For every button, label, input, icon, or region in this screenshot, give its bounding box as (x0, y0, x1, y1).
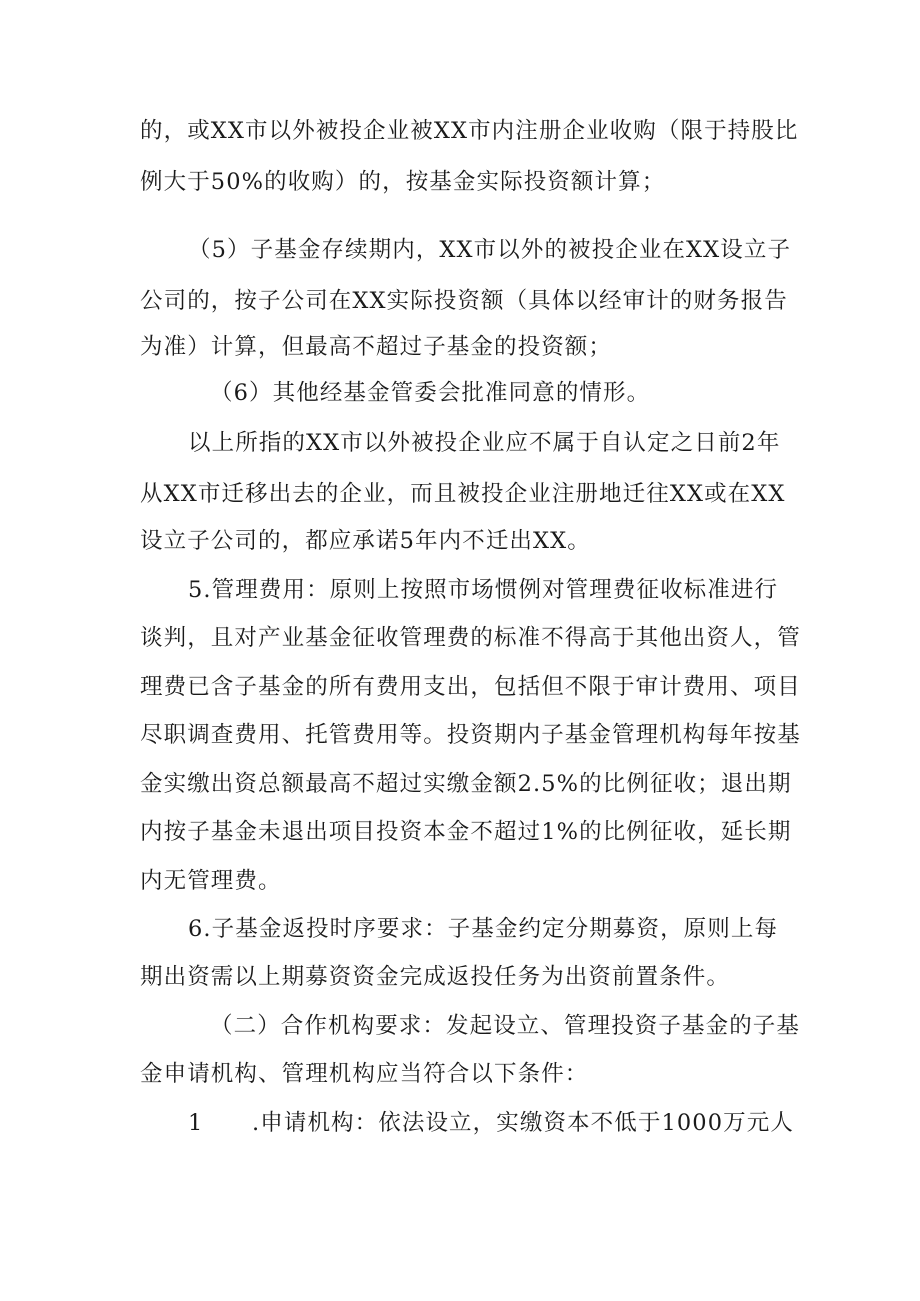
text-line: （二）合作机构要求：发起设立、管理投资子基金的子基 (210, 1013, 801, 1039)
text-line: 金申请机构、管理机构应当符合以下条件： (140, 1061, 589, 1087)
text-line: 尽职调查费用、托管费用等。投资期内子基金管理机构每年按基 (140, 722, 801, 748)
text-line: 以上所指的XX市以外被投企业应不属于自认定之日前2年 (188, 430, 781, 456)
text-line: 设立子公司的，都应承诺5年内不迁出XX。 (140, 528, 591, 554)
text-line: 5.管理费用：原则上按照市场惯例对管理费征收标准进行 (188, 577, 779, 603)
text-line: （5）子基金存续期内，XX市以外的被投企业在XX设立子 (188, 237, 792, 263)
list-number: 1 (188, 1110, 204, 1136)
text-line: 例大于50%的收购）的，按基金实际投资额计算； (140, 169, 666, 195)
text-line: 内无管理费。 (140, 868, 282, 894)
text-line: 为准）计算，但最高不超过子基金的投资额； (140, 334, 613, 360)
text-line: 期出资需以上期募资资金完成返投任务为出资前置条件。 (140, 964, 731, 990)
text-line: 的，或XX市以外被投企业被XX市内注册企业收购（限于持股比 (140, 118, 799, 144)
text-line: 内按子基金未退出项目投资本金不超过1%的比例征收，延长期 (140, 819, 792, 845)
text-line: .申请机构：依法设立，实缴资本不低于1000万元人 (252, 1110, 794, 1136)
text-line: 公司的，按子公司在XX实际投资额（具体以经审计的财务报告 (140, 288, 788, 314)
text-line: 理费已含子基金的所有费用支出，包括但不限于审计费用、项目 (140, 674, 801, 700)
text-line: 从XX市迁移出去的企业，而且被投企业注册地迁往XX或在XX (140, 481, 786, 507)
text-line: 谈判，且对产业基金征收管理费的标准不得高于其他出资人，管 (140, 625, 801, 651)
text-line: 6.子基金返投时序要求：子基金约定分期募资，原则上每 (188, 916, 779, 942)
text-line: 金实缴出资总额最高不超过实缴金额2.5%的比例征收；退出期 (140, 771, 792, 797)
text-line: （6）其他经基金管委会批准同意的情形。 (210, 380, 651, 406)
